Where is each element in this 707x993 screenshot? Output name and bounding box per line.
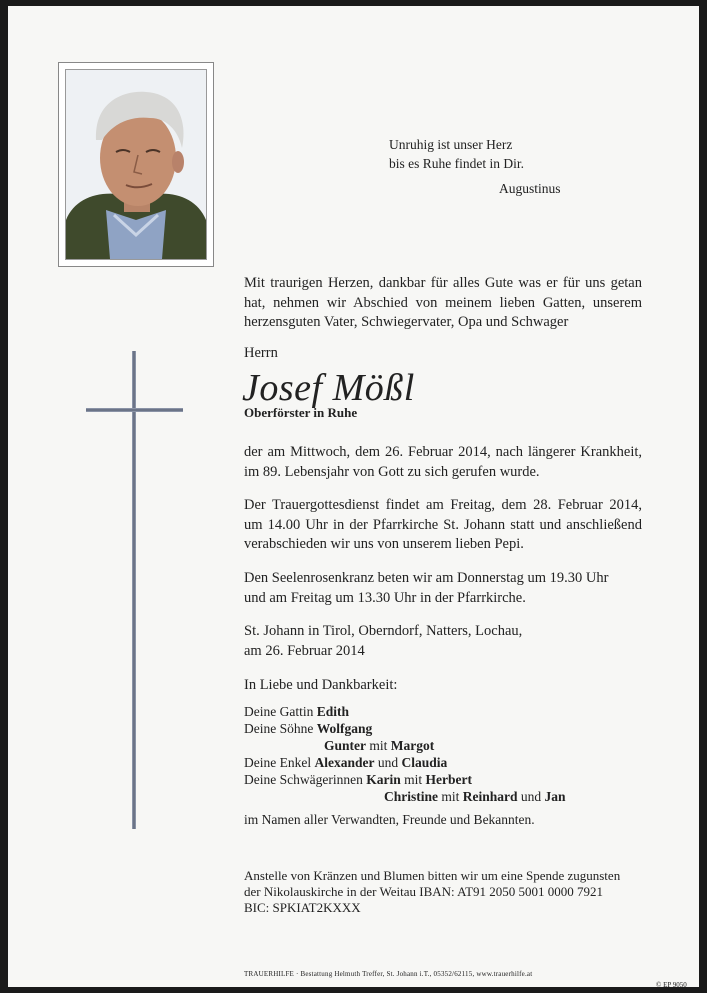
place-date-line: am 26. Februar 2014 (244, 642, 365, 659)
death-notice-line: der am Mittwoch, dem 26. Februar 2014, nach längerer Krankheit, (244, 444, 642, 460)
salutation: Herrn (244, 345, 278, 361)
quote-line: Unruhig ist unser Herz (389, 137, 513, 152)
family-label: Deine Söhne (244, 721, 314, 736)
donation-line: der Nikolauskirche in der Weitau IBAN: AT91 2050 5001 0000 7921 (244, 884, 604, 899)
footer-text: TRAUERHILFE · Bestattung Helmuth Treffer, St. Johann i.T., 05352/62115, www.trauerhilfe.at (244, 970, 533, 978)
family-member: Reinhard (462, 789, 518, 804)
cross-bar (86, 408, 183, 412)
family-member: Gunter (324, 738, 366, 753)
intro-line: Mit traurigen Herzen, dankbar für alles Gute was er für uns getan (244, 275, 642, 291)
donation-line: Anstelle von Kränzen und Blumen bitten wir um eine Spende zugunsten (244, 868, 621, 883)
family-member: Alexander (314, 755, 375, 770)
family-son2 (324, 737, 434, 754)
family-member: Wolfgang (316, 721, 373, 736)
portrait-image (66, 70, 206, 259)
family-member: Herbert (425, 772, 472, 787)
family-label: Deine Enkel (244, 755, 312, 770)
service-line: verabschieden wir uns von unserem lieben Pepi. (244, 536, 524, 552)
quote (389, 135, 524, 173)
family-member: Claudia (401, 755, 448, 770)
family-member: Christine (384, 789, 438, 804)
family-connector: und (377, 755, 399, 770)
family-member: Karin (366, 772, 401, 787)
quote-author: Augustinus (499, 181, 561, 196)
rosary-paragraph (244, 569, 608, 608)
portrait-photo (65, 69, 207, 260)
family-label: Deine Gattin (244, 704, 314, 719)
relatives-line: im Namen aller Verwandten, Freunde und Bekannten. (244, 812, 535, 827)
family-connector: mit (441, 789, 460, 804)
donation-line: BIC: SPKIAT2KXXX (244, 900, 361, 915)
place-date-line: St. Johann in Tirol, Oberndorf, Natters, Lochau, (244, 623, 523, 639)
intro-line: hat, nehmen wir Abschied von meinem lieben Gatten, unserem (244, 294, 642, 311)
family-member: Jan (544, 789, 566, 804)
family-connector: und (520, 789, 542, 804)
rosary-line: Den Seelenrosenkranz beten wir am Donnerstag um 19.30 Uhr (244, 570, 609, 586)
death-notice (244, 443, 642, 482)
portrait-frame (58, 62, 214, 267)
family-wife (244, 703, 349, 720)
cross-icon (132, 351, 136, 829)
family-label: Deine Schwägerinnen (244, 772, 363, 787)
closing-line: In Liebe und Dankbarkeit: (244, 677, 398, 693)
family-inlaws (244, 771, 472, 788)
quote-line: bis es Ruhe findet in Dir. (389, 156, 524, 171)
service-paragraph (244, 496, 642, 555)
obituary-page (8, 6, 699, 987)
deceased-title: Oberförster in Ruhe (244, 405, 358, 420)
family-sons (244, 720, 372, 737)
donation-note (244, 868, 620, 916)
rosary-line: und am Freitag um 13.30 Uhr in der Pfarrkirche. (244, 589, 526, 606)
family-inlaw2 (384, 788, 566, 805)
intro-line: herzensguten Vater, Schwiegervater, Opa und Schwager (244, 314, 569, 330)
service-line: Der Trauergottesdienst findet am Freitag, dem 28. Februar 2014, (244, 497, 642, 513)
family-connector: mit (369, 738, 388, 753)
intro-paragraph (244, 274, 642, 333)
death-notice-line: im 89. Lebensjahr von Gott zu sich gerufen wurde. (244, 463, 540, 480)
family-member: Margot (390, 738, 435, 753)
deceased-name: Josef Mößl (242, 367, 415, 409)
family-member: Edith (316, 704, 350, 719)
place-date (244, 622, 522, 661)
family-grandchildren (244, 754, 447, 771)
footer-code: © EP 9050 (656, 981, 687, 989)
service-line: um 14.00 Uhr in der Pfarrkirche St. Johann statt und anschließend (244, 516, 642, 533)
family-connector: mit (404, 772, 423, 787)
